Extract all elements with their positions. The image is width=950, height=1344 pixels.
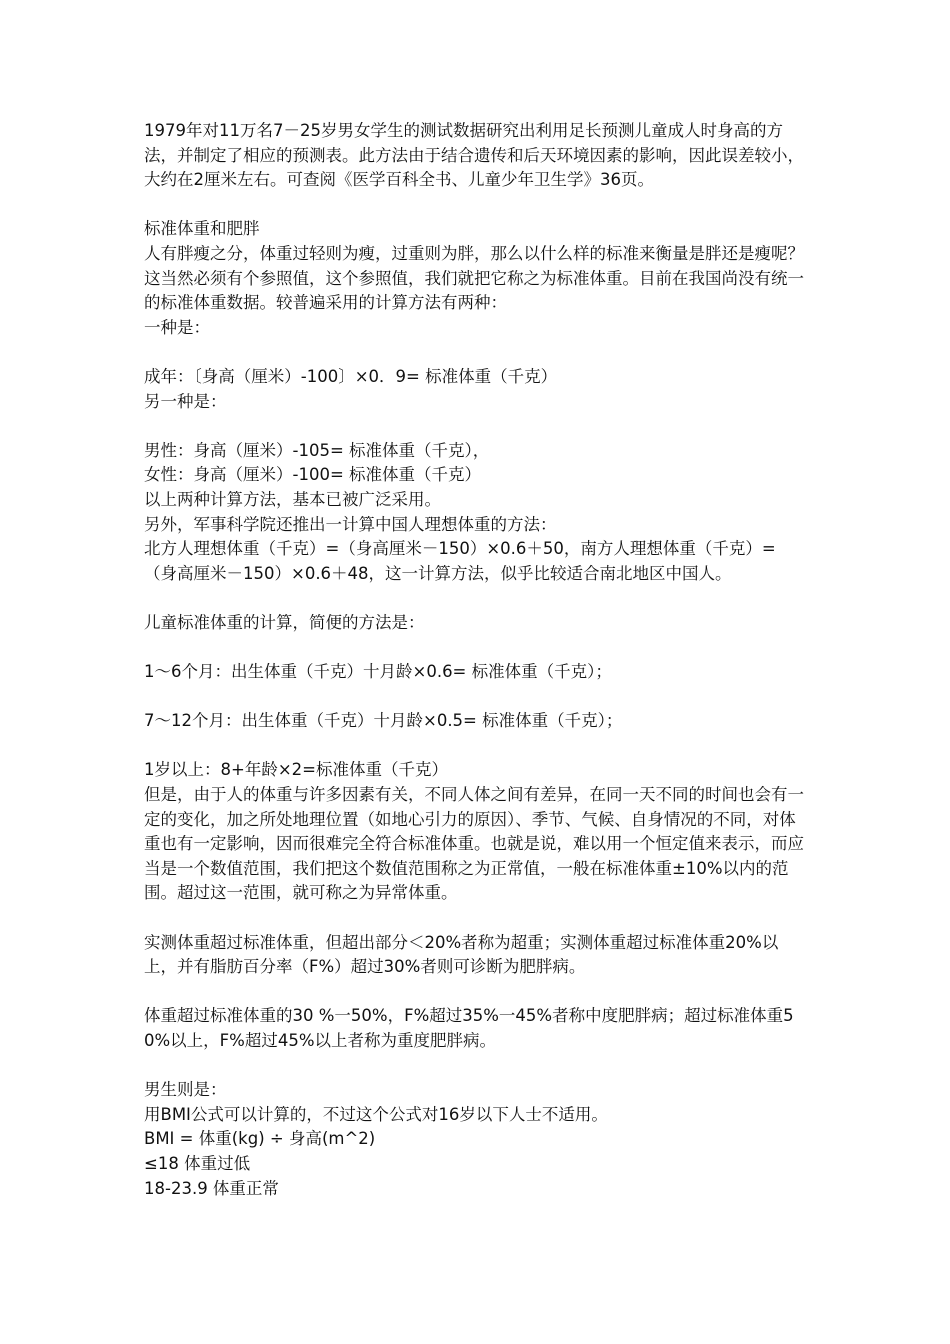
blank-line bbox=[144, 906, 808, 931]
paragraph-overweight: 实测体重超过标准体重，但超出部分＜20%者称为超重；实测体重超过标准体重20%以上，并有脂肪百分率（F%）超过30%者则可诊断为肥胖病。 bbox=[144, 932, 779, 977]
paragraph-normal-range: 但是，由于人的体重与许多因素有关，不同人体之间有差异，在同一天不同的时间也会有一定的变化，加之所处地理位置（如地心引力的原因）、季节、气候、自身情况的不同，对体重也有一定影响，因而很难完全符合标准体重。也就是说，难以用一个恒定值来表示，而应当是一个数值范围，我们把这个数值范围称之为正常值，一般在标准体重±10%以内的范围。超过这一范围，就可称之为异常体重。 bbox=[144, 785, 804, 903]
blank-line bbox=[144, 340, 808, 365]
formula-over-1-year: 1岁以上：8+年龄×2=标准体重（千克） bbox=[144, 760, 448, 780]
bmi-normal: 18-23.9 体重正常 bbox=[144, 1178, 279, 1198]
formula-1-6-months: 1～6个月：出生体重（千克）十月龄×0.6= 标准体重（千克）； bbox=[144, 662, 612, 682]
blank-line bbox=[144, 734, 808, 759]
section-heading-standard-weight: 标准体重和肥胖 bbox=[144, 219, 260, 239]
blank-line bbox=[144, 685, 808, 710]
paragraph-method-one-label: 一种是： bbox=[144, 317, 210, 337]
paragraph-obesity-levels: 体重超过标准体重的30 %一50%，F%超过35%一45%者称中度肥胖病；超过标准体重50%以上，F%超过45%以上者称为重度肥胖病。 bbox=[144, 1006, 794, 1050]
paragraph-methods-adopted: 以上两种计算方法，基本已被广泛采用。 bbox=[144, 489, 441, 509]
blank-line bbox=[144, 980, 808, 1005]
blank-line bbox=[144, 586, 808, 611]
formula-7-12-months: 7～12个月：出生体重（千克）十月龄×0.5= 标准体重（千克）； bbox=[144, 711, 623, 731]
formula-bmi: BMI = 体重(kg) ÷ 身高(m^2) bbox=[144, 1129, 376, 1149]
formula-adult: 成年：〔身高（厘米）-100〕×0．9= 标准体重（千克） bbox=[144, 366, 558, 386]
blank-line bbox=[144, 193, 808, 218]
blank-line bbox=[144, 635, 808, 660]
bmi-underweight: ≤18 体重过低 bbox=[144, 1153, 251, 1173]
formula-female: 女性：身高（厘米）-100= 标准体重（千克） bbox=[144, 465, 482, 485]
paragraph-weight-intro: 人有胖瘦之分，体重过轻则为瘦，过重则为胖，那么以什么样的标准来衡量是胖还是瘦呢？这当然必须有个参照值，这个参照值，我们就把它称之为标准体重。目前在我国尚没有统一的标准体重数据。较普遍采用的计算方法有两种： bbox=[144, 243, 804, 313]
paragraph-child-weight-intro: 儿童标准体重的计算，简便的方法是： bbox=[144, 612, 425, 632]
blank-line bbox=[144, 1054, 808, 1079]
paragraph-method-two-label: 另一种是： bbox=[144, 391, 227, 411]
blank-line bbox=[144, 414, 808, 439]
formula-north-south: 北方人理想体重（千克）=（身高厘米－150）×0.6＋50，南方人理想体重（千克）=（身高厘米－150）×0.6＋48，这一计算方法，似乎比较适合南北地区中国人。 bbox=[144, 539, 776, 583]
paragraph-bmi-intro: 用BMI公式可以计算的，不过这个公式对16岁以下人士不适用。 bbox=[144, 1104, 608, 1124]
paragraph-male-label: 男生则是： bbox=[144, 1080, 227, 1100]
paragraph-foot-length-prediction: 1979年对11万名7－25岁男女学生的测试数据研究出利用足长预测儿童成人时身高的方法，并制定了相应的预测表。此方法由于结合遗传和后天环境因素的影响，因此误差较小，大约在2厘米左右。可查阅《医学百科全书、儿童少年卫生学》36页。 bbox=[144, 121, 804, 190]
formula-male: 男性：身高（厘米）-105= 标准体重（千克）， bbox=[144, 440, 490, 460]
document-body bbox=[144, 119, 808, 1201]
paragraph-military-method-intro: 另外，军事科学院还推出一计算中国人理想体重的方法： bbox=[144, 514, 557, 534]
